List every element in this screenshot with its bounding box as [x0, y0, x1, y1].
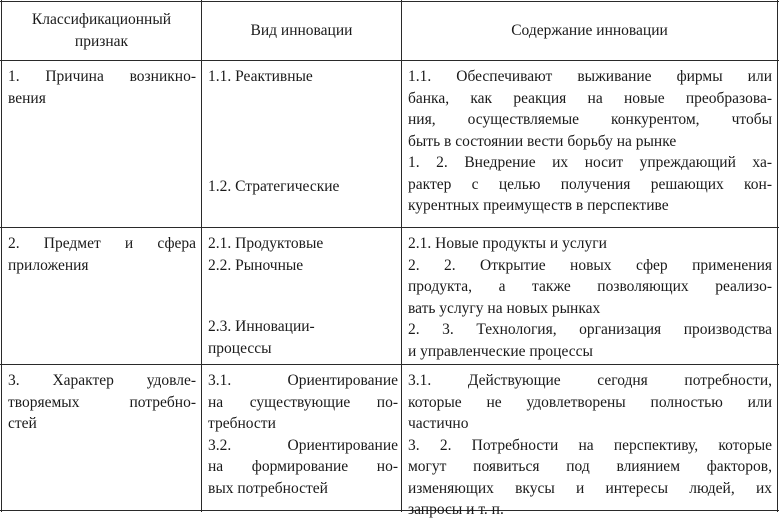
col1-right-border [201, 0, 202, 512]
row1-type-2: 1.2. Стратегические [208, 178, 340, 195]
header-innovation-type: Вид инновации [250, 22, 353, 39]
col2-right-border [401, 0, 402, 512]
row1-content: 1.1. Обеспечивают выживание фирмы или банка, как реакция на новые преобразова- ния, осуществляемые конкурентом, чтобы быть в состоянии вести борьбу на рынке 1. 2. Внедрение их носит упреждающий ха- рактер с целью получения решающих кон- курентных преимуществ в перспективе [408, 68, 772, 214]
row1-criterion: 1. Причина возникно- вения [8, 68, 196, 107]
row1-type-1: 1.1. Реактивные [208, 68, 313, 85]
row2-content: 2.1. Новые продукты и услуги 2. 2. Открытие новых сфер применения продукта, а также позволяющих реализо- вать услугу на новых рынках 2. 3. Технология, организация производства и управленческие процессы [408, 235, 772, 360]
table-left-border [1, 0, 2, 512]
row2-type-3: 2.3. Инновации- процессы [208, 318, 315, 357]
header-criterion-line2: признак [74, 32, 129, 50]
table-right-border [777, 0, 778, 512]
row2-bottom-border [0, 364, 779, 365]
table-top-border [0, 1, 779, 2]
header-innovation-content: Содержание инновации [511, 22, 668, 39]
header-bottom-border [0, 60, 779, 61]
header-criterion-line1: Классификационный [31, 11, 172, 28]
row3-content: 3.1. Действующие сегодня потребности, которые не удовлетворены полностью или частично 3. 2. Потребности на перспективу, которые могут появиться под влиянием факторов, изменяющих вкусы и интересы людей, их запросы и т. п. [408, 372, 772, 518]
row3-criterion: 3. Характер удовле- творяемых потребно- стей [8, 372, 196, 432]
row2-criterion: 2. Предмет и сфера приложения [8, 235, 196, 274]
row3-types: 3.1. Ориентирование на существующие по- требности 3.2. Ориентирование на формирование но- вых потребностей [208, 372, 398, 497]
row2-type-1-2: 2.1. Продуктовые 2.2. Рыночные [208, 235, 324, 274]
header-criterion [2, 9, 201, 52]
row1-bottom-border [0, 227, 779, 228]
